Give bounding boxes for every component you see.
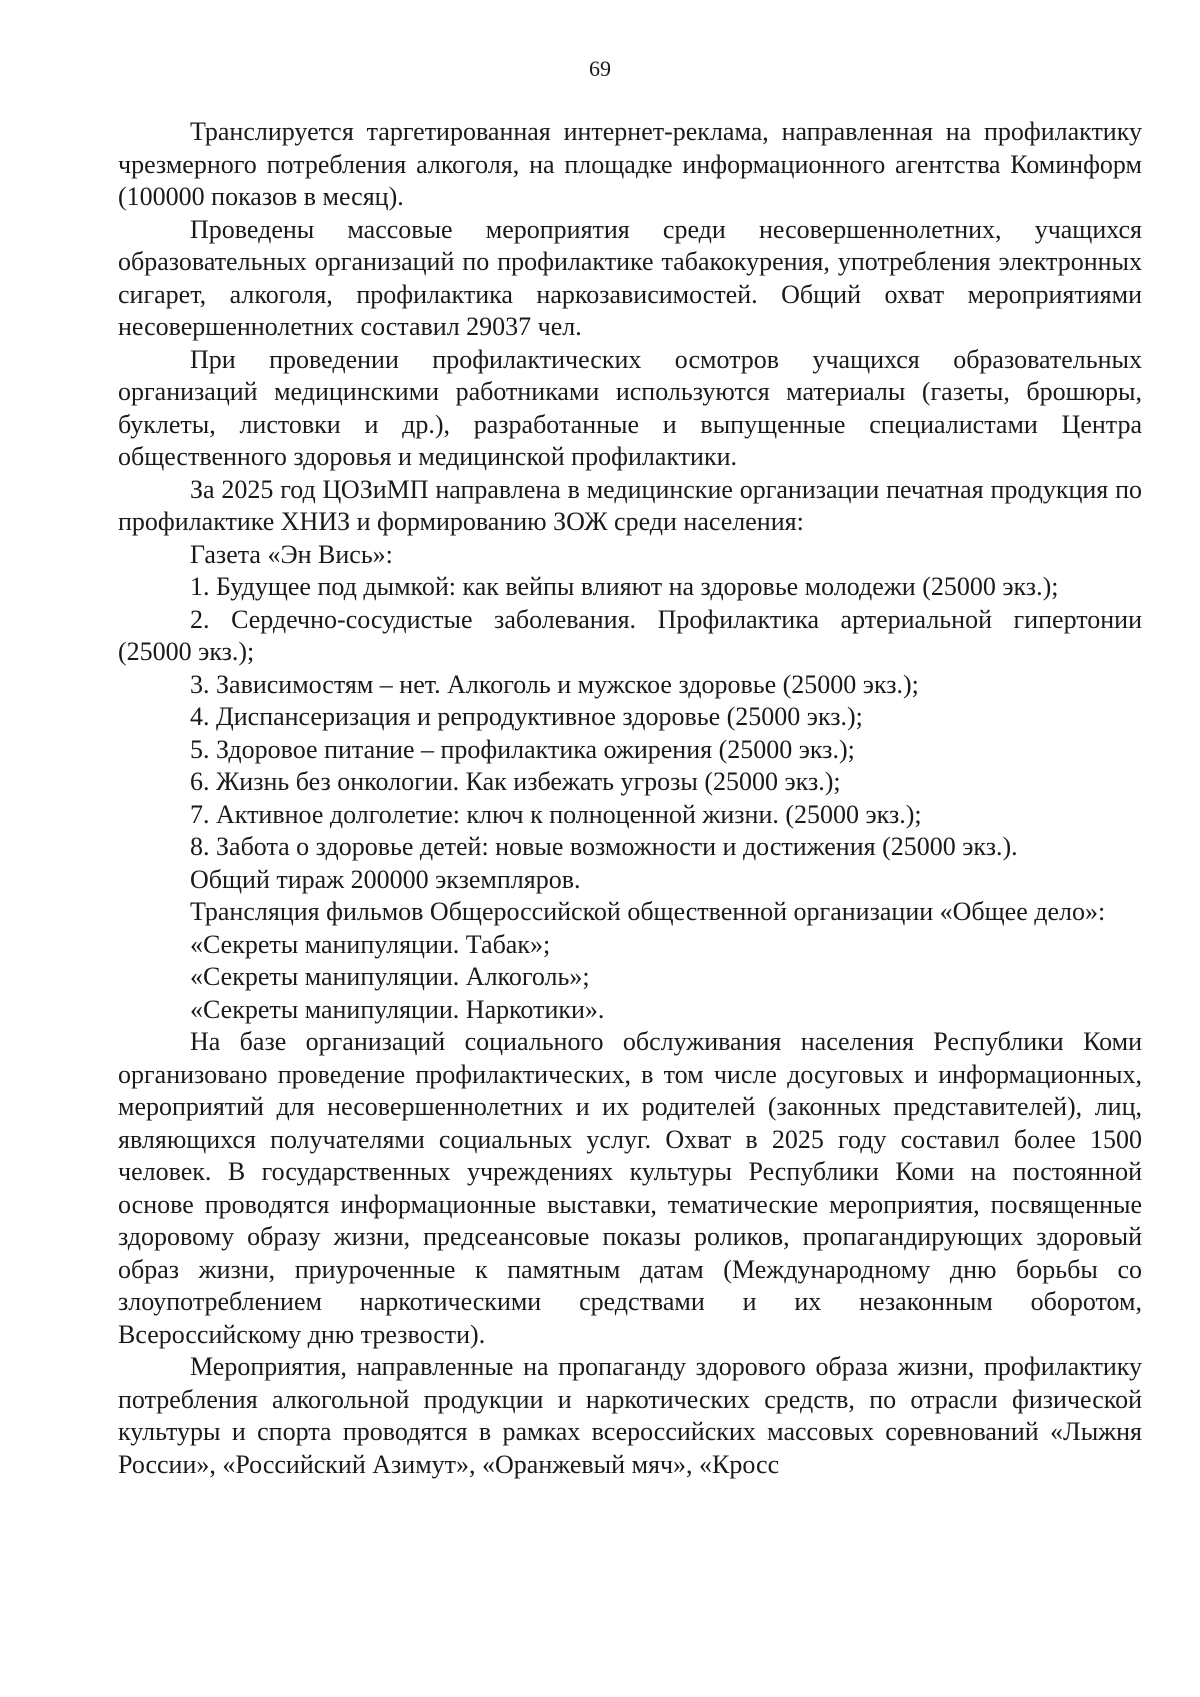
- paragraph-printed-products: За 2025 год ЦОЗиМП направлена в медицинские организации печатная продукция по профилактике ХНИЗ и формированию ЗОЖ среди населения:: [118, 474, 1142, 536]
- total-circulation: Общий тираж 200000 экземпляров.: [190, 864, 581, 894]
- list-item: 7. Активное долголетие: ключ к полноценной жизни. (25000 экз.);: [190, 799, 922, 829]
- list-item: 1. Будущее под дымкой: как вейпы влияют на здоровье молодежи (25000 экз.);: [190, 572, 1059, 601]
- list-item: 2. Сердечно-сосудистые заболевания. Профилактика артериальной гипертонии (25000 экз.);: [118, 604, 1142, 666]
- list-item: 5. Здоровое питание – профилактика ожирения (25000 экз.);: [190, 734, 855, 764]
- page-number: 69: [589, 56, 611, 81]
- list-item: 4. Диспансеризация и репродуктивное здоровье (25000 экз.);: [190, 702, 863, 731]
- list-item: 6. Жизнь без онкологии. Как избежать угрозы (25000 экз.);: [190, 767, 841, 796]
- newspaper-heading: Газета «Эн Вись»:: [190, 539, 393, 569]
- paragraph-internet-ads: Транслируется таргетированная интернет-реклама, направленная на профилактику чрезмерного потребления алкоголя, на площадке информационного агентства Коминформ (100000 показов в месяц).: [118, 117, 1142, 211]
- film-item: «Секреты манипуляции. Наркотики».: [190, 994, 605, 1024]
- list-item: 8. Забота о здоровье детей: новые возможности и достижения (25000 экз.).: [190, 832, 1018, 861]
- paragraph-mass-events: Проведены массовые мероприятия среди несовершеннолетних, учащихся образовательных организаций по профилактике табакокурения, употребления электронных сигарет, алкоголя, профилактика наркозависимостей. Общий охват мероприятиями несовершеннолетних составил 29037 чел.: [118, 214, 1142, 341]
- film-item: «Секреты манипуляции. Табак»;: [190, 929, 551, 959]
- paragraph-sport-events: Мероприятия, направленные на пропаганду здорового образа жизни, профилактику потребления алкогольной продукции и наркотических средств, по отрасли физической культуры и спорта проводятся в рамках всероссийских массовых соревнований «Лыжня России», «Российский Азимут», «Оранжевый мяч», «Кросс: [118, 1352, 1142, 1479]
- film-item: «Секреты манипуляции. Алкоголь»;: [190, 962, 590, 991]
- list-item: 3. Зависимостям – нет. Алкоголь и мужское здоровье (25000 экз.);: [190, 669, 919, 699]
- paragraph-medical-checkups: При проведении профилактических осмотров учащихся образовательных организаций медицинскими работниками используются материалы (газеты, брошюры, буклеты, листовки и др.), разработанные и выпущенные специалистами Центра общественного здоровья и медицинской профилактики.: [118, 344, 1142, 471]
- paragraph-social-services: На базе организаций социального обслуживания населения Республики Коми организовано проведение профилактических, в том числе досуговых и информационных, мероприятий для несовершеннолетних и их родителей (законных представителей), лиц, являющихся получателями социальных услуг. Охват в 2025 году составил более 1500 человек. В государственных учреждениях культуры Республики Коми на постоянной основе проводятся информационные выставки, тематические мероприятия, посвященные здоровому образу жизни, предсеансовые показы роликов, пропагандирующих здоровый образ жизни, приуроченные к памятным датам (Международному дню борьбы со злоупотреблением наркотическими средствами и их незаконным оборотом, Всероссийскому дню трезвости).: [118, 1027, 1142, 1349]
- document-body: [118, 116, 1142, 1481]
- paragraph-films: Трансляция фильмов Общероссийской общественной организации «Общее дело»:: [190, 897, 1106, 926]
